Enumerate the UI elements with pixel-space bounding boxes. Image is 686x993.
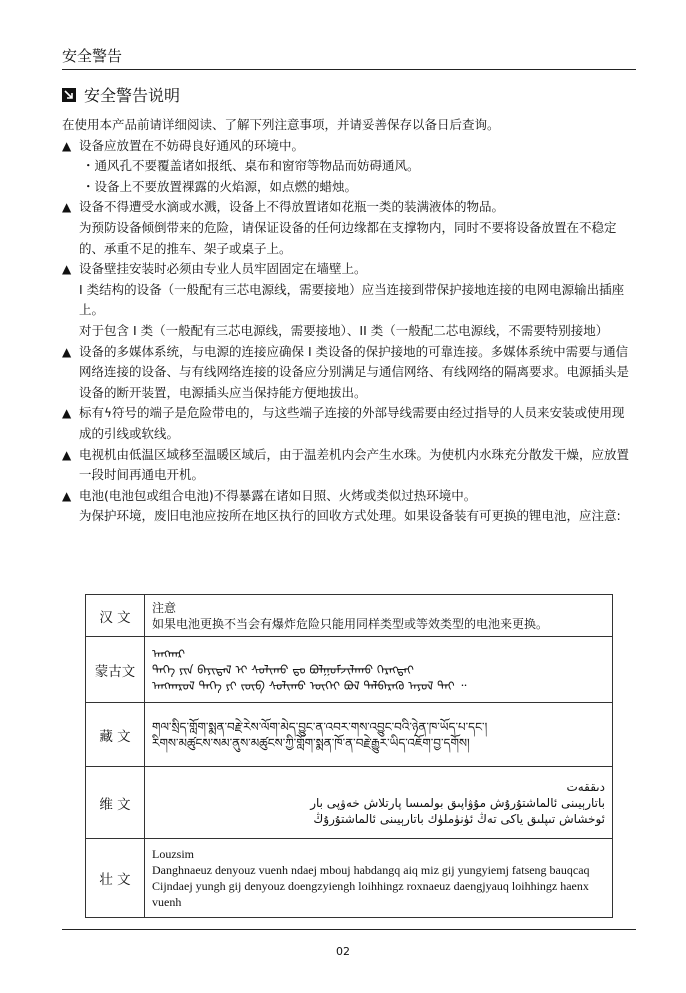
header-rule bbox=[62, 69, 636, 70]
warning-text: 设备的多媒体系统，与电源的连接应确保 I 类设备的保护接地的可靠连接。多媒体系统中需要与通信网络连接的设备、与有线网络连接的设备应分别满足与通信网络、有线网络的隔离要求。电源插头是设备的断开装置，电源插头应当保持能方便地拔出。 bbox=[79, 343, 630, 400]
warning-triangle-icon: ▲ bbox=[62, 138, 72, 153]
warning-triangle-icon: ▲ bbox=[62, 447, 72, 462]
table-row bbox=[86, 703, 613, 767]
section-title: 安全警告说明 bbox=[84, 86, 181, 105]
content-line: རིགས་མཚུངས་སམ་ནུས་མཚུངས་ཀྱི་གློག་སྨན་ཁོ་ན་བརྗེ་རྒྱུར་ཡིད་འཇོག་བྱ་དགོས། bbox=[152, 735, 470, 750]
warning-text-post: 符号的端子是危险带电的，与这些端子连接的外部导线需要由经过指导的人员来安装或使用现成的引线或软线。 bbox=[79, 405, 625, 441]
content-line: གལ་སྲིད་གློག་སྨན་བརྗེ་རེས་ལོག་མེད་བྱུང་ན་འབར་གས་འབྱུང་བའི་ཉེན་ཁ་ཡོད་པ་དང་། bbox=[152, 719, 488, 734]
paragraph-text: 对于包含 I 类（一般配有三芯电源线，需要接地）、II 类（一般配二芯电源线，不需要特别接地） bbox=[79, 322, 609, 338]
content-line: 注意 bbox=[152, 600, 177, 615]
warning-text-pre: 标有 bbox=[79, 405, 105, 421]
content-line: ᠠᠨᠭᠬᠠᠷ bbox=[152, 646, 186, 661]
warning-text: 设备不得遭受水滴或水溅，设备上不得放置诸如花瓶一类的装满液体的物品。 bbox=[79, 199, 505, 215]
checkbox-icon bbox=[62, 88, 76, 102]
warning-text: 设备应放置在不妨碍良好通风的环境中。 bbox=[79, 137, 305, 153]
bullet-text: ・设备上不要放置裸露的火焰源，如点燃的蜡烛。 bbox=[82, 178, 358, 194]
table-row bbox=[86, 637, 613, 703]
battery-warning-table bbox=[85, 594, 613, 918]
page-number: 02 bbox=[336, 945, 350, 958]
paragraph-text: I 类结构的设备（一般配有三芯电源线，需要接地）应当连接到带保护接地连接的电网电源输出插座上。 bbox=[79, 281, 625, 318]
table-row bbox=[86, 595, 613, 637]
intro-text: 在使用本产品前请详细阅读、了解下列注意事项，并请妥善保存以备日后查询。 bbox=[62, 117, 500, 132]
warning-text bbox=[79, 403, 636, 444]
language-label: 蒙古文 bbox=[86, 637, 145, 703]
warning-item bbox=[62, 197, 636, 218]
section-heading bbox=[62, 83, 180, 106]
warning-text: 电池(电池包或组合电池)不得暴露在诸如日照、火烤或类似过热环境中。 bbox=[79, 487, 477, 503]
content-line: ئوخشاش تىپلىق ياكى تەڭ ئۈنۈملۈك باتارېيىنى ئالماشتۇرۇڭ bbox=[313, 811, 605, 826]
language-content bbox=[145, 767, 613, 839]
warning-triangle-icon: ▲ bbox=[62, 488, 72, 503]
warning-item bbox=[62, 403, 636, 444]
warning-triangle-icon: ▲ bbox=[62, 406, 72, 421]
page-header-title: 安全警告 bbox=[62, 47, 123, 65]
warning-item bbox=[62, 136, 636, 157]
warning-item bbox=[62, 445, 636, 486]
language-label: 汉 文 bbox=[86, 595, 145, 637]
content-line: 如果电池更换不当会有爆炸危险只能用同样类型或等效类型的电池来更换。 bbox=[152, 616, 549, 631]
warning-triangle-icon: ▲ bbox=[62, 344, 72, 359]
bullet-text: ・通风孔不要覆盖诸如报纸、桌布和窗帘等物品而妨碍通风。 bbox=[82, 158, 420, 174]
content-line: ᠲᠡᠭᠡ ᠶᠢᠨ ᠪᠠᠶᠢᠳᠠᠯ ᠢ ᠰᠣᠯᠢᠬᠤ ᠳᠤ ᠪᠣᠯᠭᠣᠮᠵᠢᠯᠠᠬᠤ ᠬᠡᠷᠡᠭᠲᠡᠢ bbox=[152, 662, 414, 677]
content-line: Danghnaeuz denyouz vuenh ndaej mbouj habdangq aiq miz gij yungyiemj fatseng bauqcaq bbox=[152, 863, 590, 877]
language-label: 藏 文 bbox=[86, 703, 145, 767]
warning-item bbox=[62, 486, 636, 507]
language-content bbox=[145, 637, 613, 703]
content-line: دىققەت bbox=[566, 779, 605, 794]
language-content bbox=[145, 839, 613, 918]
warning-text: 设备壁挂安装时必须由专业人员牢固固定在墙壁上。 bbox=[79, 261, 367, 277]
paragraph-text: 为预防设备倾倒带来的危险，请保证设备的任何边缘都在支撑物内，同时不要将设备放置在不稳定的、承重不足的推车、架子或桌子上。 bbox=[79, 219, 617, 256]
table-row bbox=[86, 839, 613, 918]
warning-text: 电视机由低温区域移至温暖区域后，由于温差机内会产生水珠。为使机内水珠充分散发干燥，应放置一段时间再通电开机。 bbox=[79, 446, 630, 483]
footer-rule bbox=[62, 929, 636, 930]
content-line: باتارېيىنى ئالماشتۇرۇش مۇۋاپىق بولمىسا پارتلاش خەۋپى بار bbox=[310, 795, 605, 810]
language-label: 壮 文 bbox=[86, 839, 145, 918]
warning-item bbox=[62, 259, 636, 280]
language-content bbox=[145, 703, 613, 767]
content-line: Louzsim bbox=[152, 847, 194, 861]
paragraph-text: 为保护环境，废旧电池应按所在地区执行的回收方式处理。如果设备装有可更换的锂电池，应注意: bbox=[79, 508, 621, 524]
content-line: ᠠᠨᠭᠬᠠᠷᠤᠯ ᠲᠡᠭᠡ ᠶᠢ ᠵᠥᠪ ᠰᠣᠯᠢᠬᠤ ᠦᠭᠡᠢ ᠪᠣᠯ ᠳᠡᠯᠪᠡᠷᠡᠬᠦ ᠠᠶᠤᠯ ᠲᠠᠢ ᠃ bbox=[152, 678, 467, 693]
warning-triangle-icon: ▲ bbox=[62, 262, 72, 277]
language-label: 维 文 bbox=[86, 767, 145, 839]
lightning-bolt-icon: ϟ bbox=[104, 406, 112, 421]
warning-triangle-icon: ▲ bbox=[62, 200, 72, 215]
warning-list bbox=[62, 115, 636, 527]
content-line: Cijndaej yungh gij denyouz doengzyiengh loihhingz roxnaeuz daengjyauq loihhingz haenx vuenh bbox=[152, 879, 589, 909]
language-content bbox=[145, 595, 613, 637]
warning-item bbox=[62, 342, 636, 404]
table-row bbox=[86, 767, 613, 839]
